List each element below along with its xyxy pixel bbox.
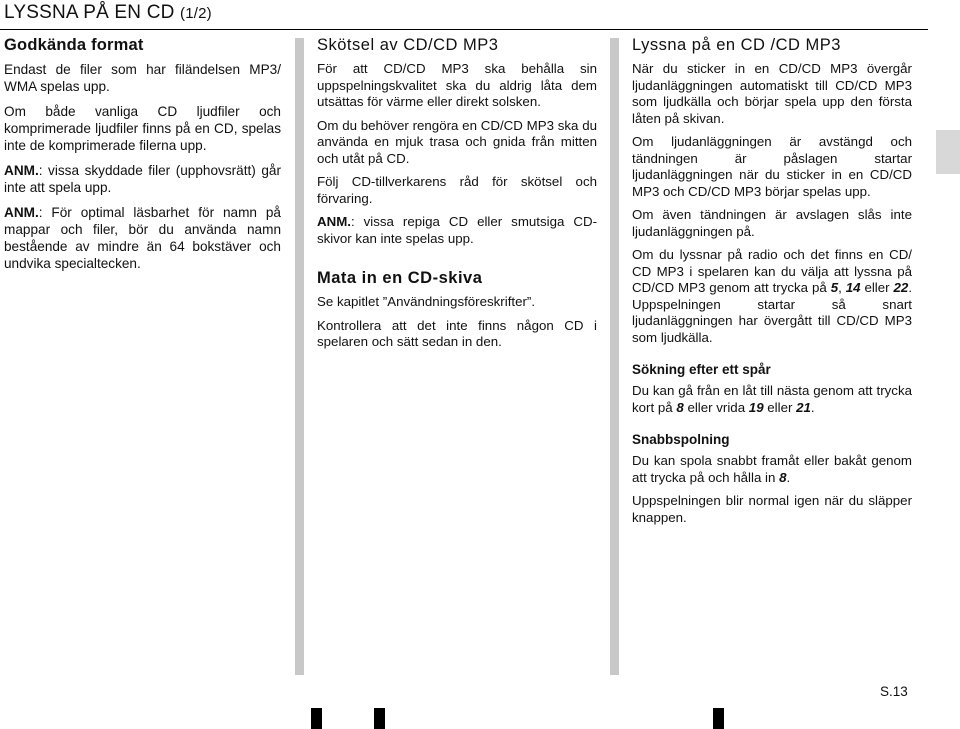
key-ref: 14 xyxy=(845,280,861,295)
crop-mark xyxy=(713,708,724,729)
note-label: ANM. xyxy=(4,205,39,220)
page-number: S.13 xyxy=(880,684,908,699)
paragraph: För att CD/CD MP3 ska behålla sin uppspelningskvalitet ska du aldrig låta dem utsättas för värme eller direkt solsken. xyxy=(317,61,597,109)
page-title xyxy=(4,2,212,24)
key-ref: 22 xyxy=(893,280,909,295)
paragraph: Du kan spola snabbt framåt eller bakåt genom att trycka på och hålla in 8. xyxy=(632,453,912,485)
note-text: : vissa skyddade filer (upphovsrätt) går inte att spela upp. xyxy=(4,163,281,195)
note xyxy=(317,214,597,247)
page-title-text: LYSSNA PÅ EN CD xyxy=(4,2,175,23)
paragraph: Om både vanliga CD ljudfiler och komprimerade ljudfiler finns på en CD, spelas inte de komprimerade filerna upp. xyxy=(4,104,281,153)
key-ref: 8 xyxy=(676,399,684,415)
key-ref: 5 xyxy=(830,280,839,295)
key-ref: 8 xyxy=(779,469,787,485)
key-ref: 19 xyxy=(748,399,764,415)
column-divider-bar xyxy=(610,38,619,675)
column-divider-bar xyxy=(295,38,304,675)
paragraph: Endast de filer som har filändelsen MP3/ WMA spelas upp. xyxy=(4,62,281,94)
crop-mark xyxy=(374,708,385,729)
key-ref: 21 xyxy=(796,399,811,415)
note-label: ANM. xyxy=(4,163,39,178)
column-formats xyxy=(4,32,281,278)
note-text: : För optimal läsbarhet för namn på mappar och filer, bör du använda namn bestående av mindre än 64 bokstäver och undvika specialtecken. xyxy=(4,205,281,271)
section-tab-marker xyxy=(936,130,960,174)
heading-care: Skötsel av CD/CD MP3 xyxy=(317,36,499,54)
page-title-part: (1/2) xyxy=(180,5,212,22)
note-label: ANM. xyxy=(317,214,351,229)
note-text: : vissa repiga CD eller smutsiga CD-skivor kan inte spelas upp. xyxy=(317,214,597,246)
column-care xyxy=(317,32,597,358)
column-listen xyxy=(632,32,912,533)
heading-listen: Lyssna på en CD /CD MP3 xyxy=(632,36,841,54)
paragraph: Se kapitlet ”Användningsföreskrifter”. xyxy=(317,294,536,309)
paragraph: Om ljudanläggningen är avstängd och tändningen är påslagen startar ljudanläggningen när du sticker in en CD/CD MP3 och CD/CD MP3 börjar spelas upp. xyxy=(632,134,912,199)
paragraph: Du kan gå från en låt till nästa genom att trycka kort på 8 eller vrida 19 eller 21. xyxy=(632,383,912,415)
subheading-track-search: Sökning efter ett spår xyxy=(632,362,771,377)
note xyxy=(4,162,281,196)
heading-insert-cd: Mata in en CD-skiva xyxy=(317,269,483,287)
paragraph: Uppspelningen blir normal igen när du släpper knappen. xyxy=(632,493,912,525)
paragraph: Följ CD-tillverkarens råd för skötsel och förvaring. xyxy=(317,174,597,206)
paragraph: När du sticker in en CD/CD MP3 övergår ljudanläggningen automatiskt till CD/CD MP3 som ljudkälla och börjar spela upp den första låten på skivan. xyxy=(632,61,912,126)
paragraph: Om du behöver rengöra en CD/CD MP3 ska du använda en mjuk trasa och gnida från mitten och utåt på CD. xyxy=(317,117,597,166)
subheading-fast-forward: Snabbspolning xyxy=(632,432,730,447)
paragraph: Om du lyssnar på radio och det finns en CD/ CD MP3 i spelaren kan du välja att lyssna på CD/CD MP3 genom att trycka på 5, 14 eller 22. Uppspelningen startar så snart ljudanläggningen har övergått till CD/CD MP3 som ljudkälla. xyxy=(632,247,913,345)
paragraph: Om även tändningen är avslagen slås inte ljudanläggningen på. xyxy=(632,207,912,239)
note xyxy=(4,204,281,272)
page-header xyxy=(0,0,928,30)
paragraph: Kontrollera att det inte finns någon CD i spelaren och sätt sedan in den. xyxy=(317,317,597,349)
heading-formats: Godkända format xyxy=(4,36,144,54)
crop-mark xyxy=(311,708,322,729)
